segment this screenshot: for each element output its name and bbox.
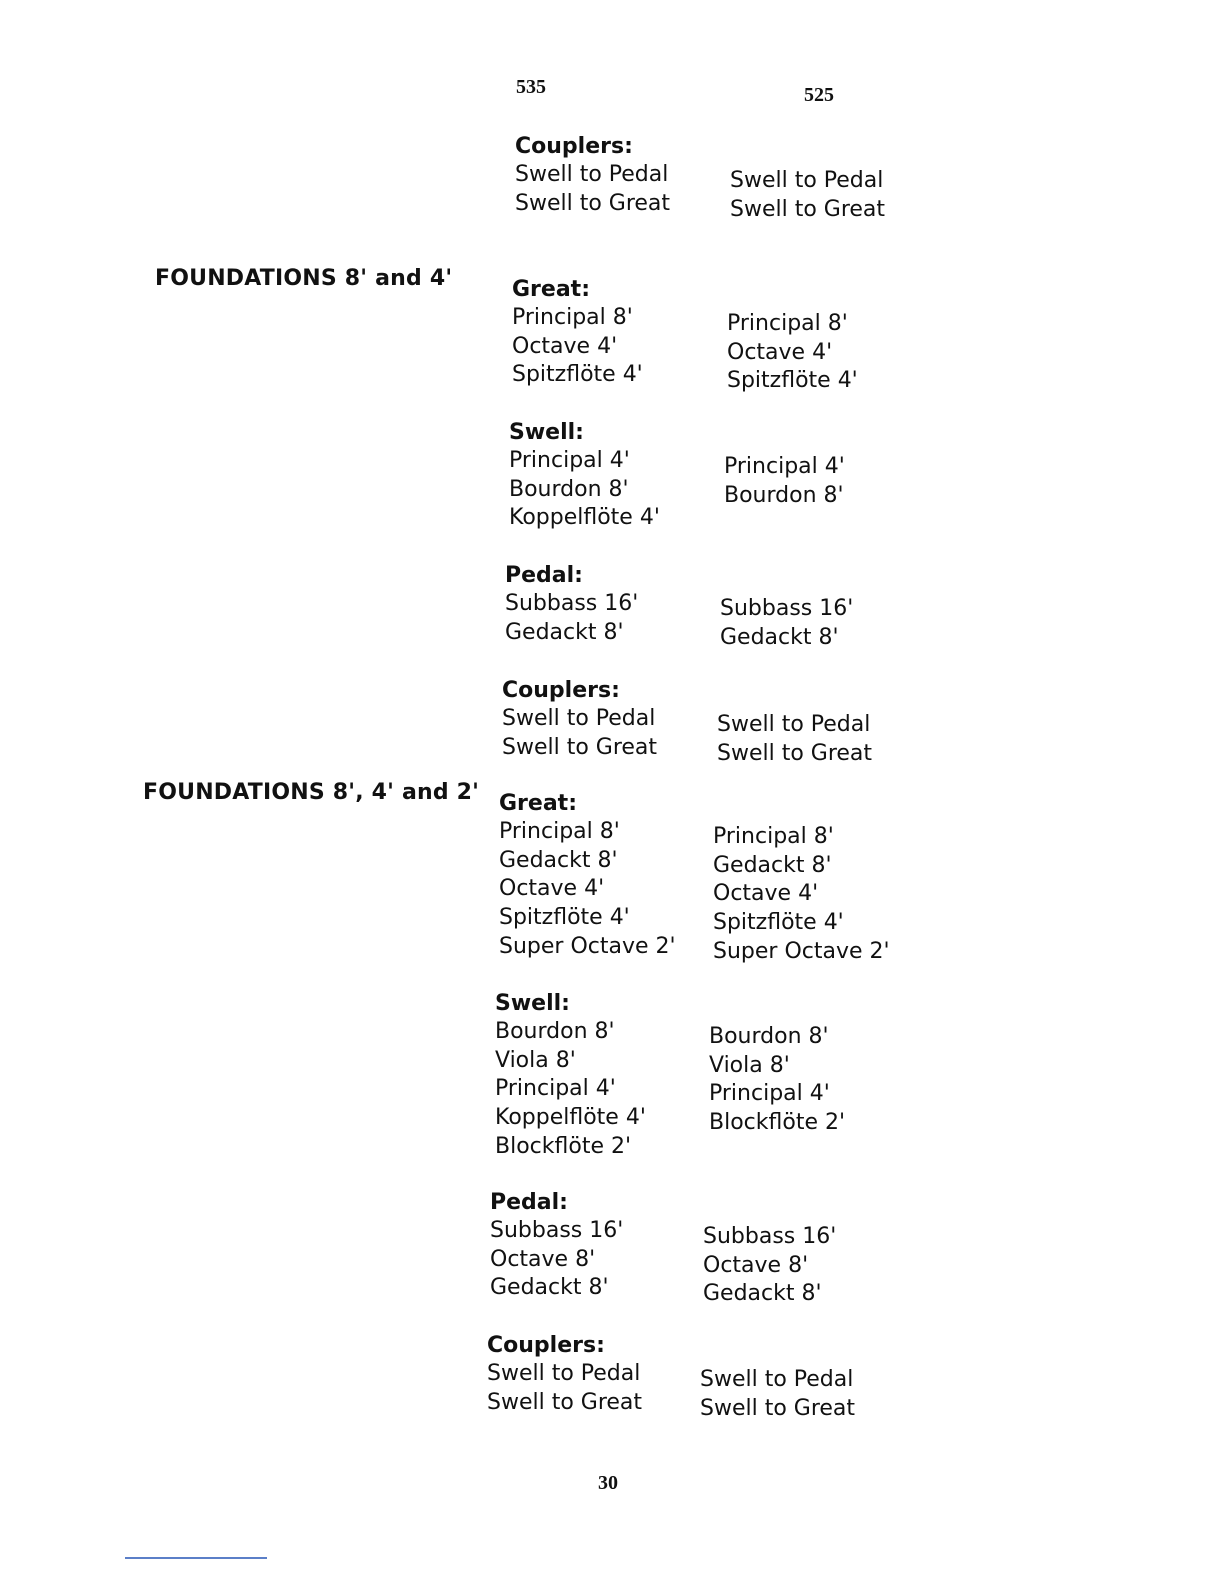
stop-item: Gedackt 8' (713, 852, 832, 878)
stop-item: Swell to Pedal (515, 162, 669, 187)
stop-item: Principal 8' (713, 824, 834, 849)
pedal-division-525 (720, 595, 853, 652)
stop-item: Blockflöte 2' (495, 1133, 632, 1159)
model-number-535: 535 (516, 76, 546, 98)
division-heading: Pedal: (505, 563, 583, 588)
stop-item: Gedackt 8' (720, 624, 839, 650)
stop-item: Gedackt 8' (490, 1275, 609, 1301)
great-division-535 (499, 789, 676, 962)
stop-item: Gedackt 8' (499, 847, 618, 873)
stop-item: Swell to Pedal (717, 712, 871, 737)
couplers-heading: Couplers: (515, 134, 633, 159)
stop-item: Bourdon 8' (509, 476, 629, 502)
stop-item: Bourdon 8' (724, 482, 844, 508)
stop-list (495, 1018, 646, 1162)
stop-item: Swell to Great (700, 1395, 856, 1421)
stop-list (713, 823, 890, 967)
stop-list (720, 595, 853, 652)
division-heading: Couplers: (487, 1333, 605, 1358)
stop-item: Spitzflöte 4' (499, 905, 630, 931)
couplers-division-535 (502, 676, 657, 762)
stop-item: Octave 4' (713, 881, 819, 907)
stop-list (499, 818, 676, 962)
stop-list (727, 310, 858, 396)
great-division-525 (727, 310, 858, 396)
division-heading: Couplers: (502, 678, 620, 703)
stop-item: Bourdon 8' (495, 1019, 615, 1044)
section-label-foundations-8-4: FOUNDATIONS 8' and 4' (155, 266, 453, 291)
division-heading: Swell: (495, 991, 570, 1016)
swell-division-535 (509, 418, 660, 533)
swell-division-535 (495, 989, 646, 1162)
stop-item: Principal 8' (512, 305, 633, 330)
great-division-525 (713, 823, 890, 967)
stop-item: Bourdon 8' (709, 1024, 829, 1049)
stop-item: Subbass 16' (703, 1224, 837, 1249)
swell-division-525 (724, 453, 845, 510)
stop-item: Subbass 16' (720, 596, 854, 621)
stop-item: Principal 4' (709, 1081, 830, 1107)
pedal-division-535 (490, 1188, 623, 1303)
stop-list (502, 705, 657, 762)
section-label-foundations-8-4-2: FOUNDATIONS 8', 4' and 2' (143, 780, 480, 805)
division-heading: Great: (499, 791, 577, 816)
stop-item: Subbass 16' (505, 591, 639, 616)
stop-item: Principal 8' (727, 311, 848, 336)
stop-item: Swell to Great (487, 1389, 643, 1415)
stop-list (515, 161, 670, 218)
stop-item: Blockflöte 2' (709, 1110, 846, 1136)
stop-item: Swell to Great (502, 734, 658, 760)
couplers-division-525 (717, 711, 872, 768)
stop-list (505, 590, 638, 647)
swell-division-525 (709, 1023, 845, 1138)
division-heading: Pedal: (490, 1190, 568, 1215)
stop-item: Koppelflöte 4' (509, 505, 660, 531)
stop-item: Swell to Great (717, 740, 873, 766)
couplers-division-535 (487, 1331, 642, 1417)
stop-item: Gedackt 8' (505, 619, 624, 645)
great-division-535 (512, 275, 643, 390)
stop-list (490, 1217, 623, 1303)
stop-item: Super Octave 2' (499, 933, 676, 959)
stop-item: Spitzflöte 4' (713, 910, 844, 936)
stop-list (717, 711, 872, 768)
stop-list (509, 447, 660, 533)
stop-item: Subbass 16' (490, 1218, 624, 1243)
page-number: 30 (598, 1472, 618, 1494)
stop-item: Swell to Pedal (700, 1367, 854, 1392)
stop-item: Principal 8' (499, 819, 620, 844)
top-couplers-535 (515, 132, 670, 218)
footer-rule (125, 1557, 267, 1559)
stop-item: Viola 8' (495, 1047, 576, 1073)
stop-item: Principal 4' (509, 448, 630, 473)
stop-item: Swell to Pedal (487, 1361, 641, 1386)
stop-item: Principal 4' (724, 454, 845, 479)
couplers-division-525 (700, 1366, 855, 1423)
stop-item: Octave 8' (703, 1252, 809, 1278)
stop-item: Spitzflöte 4' (727, 368, 858, 394)
division-heading: Great: (512, 277, 590, 302)
stop-list (700, 1366, 855, 1423)
stop-item: Octave 8' (490, 1246, 596, 1272)
top-couplers-525 (730, 167, 885, 224)
stop-item: Swell to Pedal (502, 706, 656, 731)
stop-list (512, 304, 643, 390)
stop-list (703, 1223, 836, 1309)
stop-item: Swell to Great (730, 196, 886, 222)
stop-item: Octave 4' (512, 333, 618, 359)
pedal-division-525 (703, 1223, 836, 1309)
stop-item: Swell to Great (515, 190, 671, 216)
stop-item: Octave 4' (727, 339, 833, 365)
stop-item: Super Octave 2' (713, 938, 890, 964)
stop-item: Spitzflöte 4' (512, 362, 643, 388)
stop-list (709, 1023, 845, 1138)
stop-item: Swell to Pedal (730, 168, 884, 193)
division-heading: Swell: (509, 420, 584, 445)
stop-item: Koppelflöte 4' (495, 1105, 646, 1131)
stop-list (730, 167, 885, 224)
model-number-525: 525 (804, 84, 834, 106)
stop-item: Octave 4' (499, 876, 605, 902)
stop-item: Principal 4' (495, 1076, 616, 1102)
stop-list (487, 1360, 642, 1417)
stop-item: Viola 8' (709, 1052, 790, 1078)
stop-list (724, 453, 845, 510)
pedal-division-535 (505, 561, 638, 647)
stop-item: Gedackt 8' (703, 1281, 822, 1307)
